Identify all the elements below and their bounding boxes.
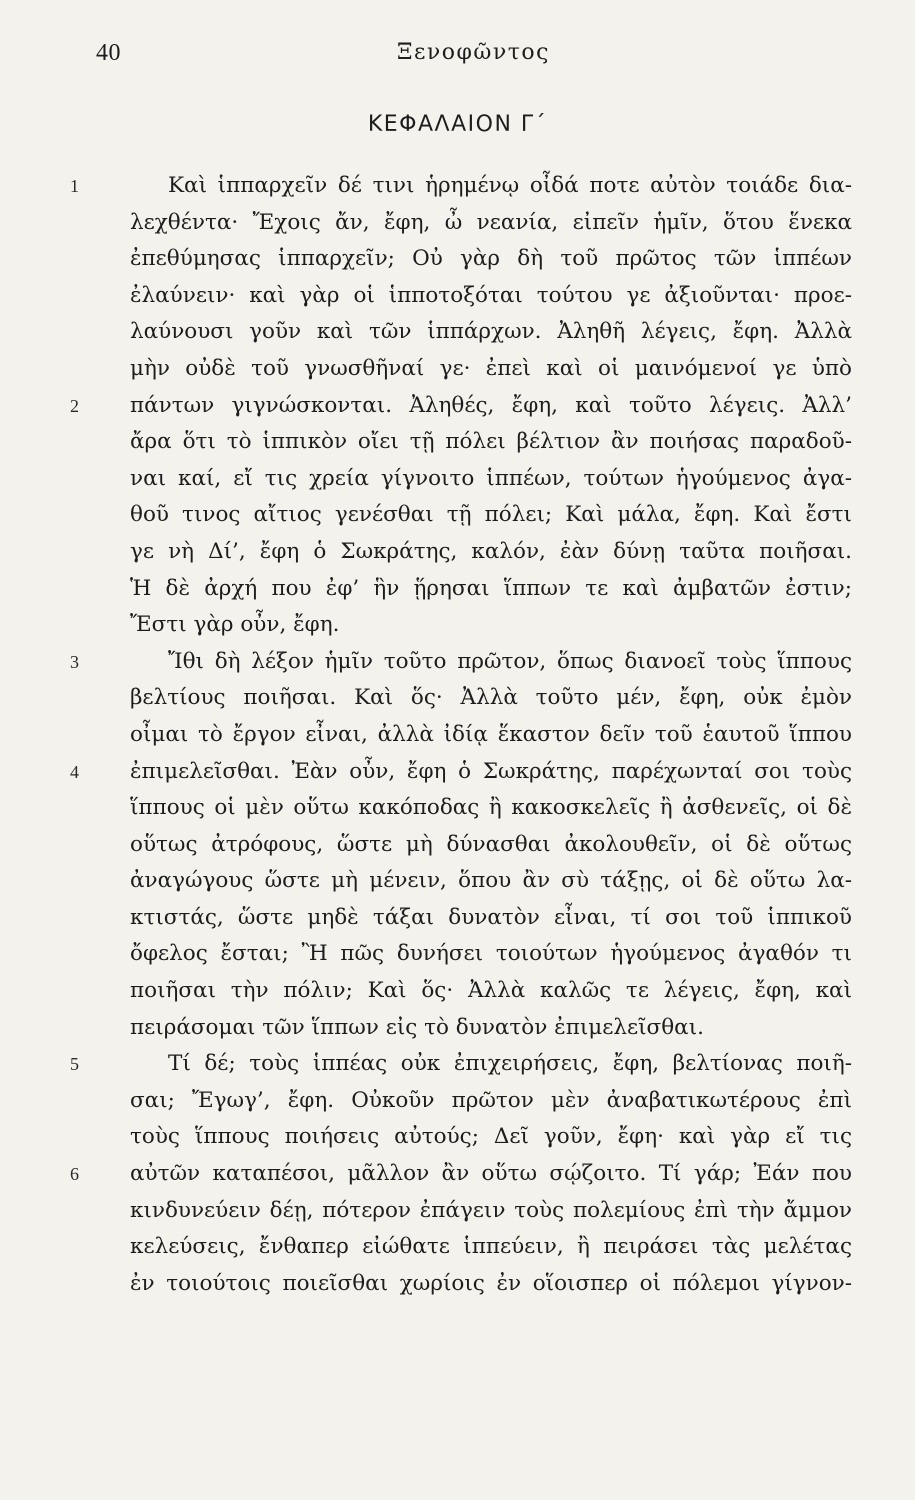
text-line [130,571,852,608]
text-line [130,790,852,827]
line-text: κτιστάς, ὥστε μηδὲ τάξαι δυνατὸν εἶναι, τί σοι τοῦ ἱππικοῦ [130,904,852,930]
line-text: Τί δέ; τοὺς ἱππέας οὐκ ἐπιχειρήσεις, ἔφη, βελτίονας ποιῆ- [168,1051,852,1077]
text-line [70,644,852,681]
line-text: ἄρα ὅτι τὸ ἱππικὸν οἴει τῇ πόλει βέλτιον ἂν ποιήσας παραδοῦ- [130,429,852,455]
text-line [130,973,852,1010]
text-line [70,754,852,791]
section-number: 5 [70,1054,79,1075]
text-line [130,1229,852,1266]
line-text: λαύνουσι γοῦν καὶ τῶν ἱππάρχων. Ἀληθῆ λέγεις, ἔφη. Ἀλλὰ [130,319,852,345]
line-text: αὐτῶν καταπέσοι, μᾶλλον ἂν οὕτω σῴζοιτο. Τί γάρ; Ἐάν που [130,1161,852,1187]
text-line [130,900,852,937]
text-line [70,168,852,205]
section-number: 4 [70,761,79,782]
text-line [130,1193,852,1230]
line-text: Ἡ δὲ ἀρχή που ἐφ’ ἣν ᾕρησαι ἵππων τε καὶ ἀμβατῶν ἐστιν; [130,575,852,601]
text-line [130,827,852,864]
line-text: οἶμαι τὸ ἔργον εἶναι, ἀλλὰ ἰδίᾳ ἕκαστον δεῖν τοῦ ἑαυτοῦ ἵππου [130,721,852,747]
body-text [70,168,852,1302]
text-line [130,1010,852,1047]
line-text: πειράσομαι τῶν ἵππων εἰς τὸ δυνατὸν ἐπιμελεῖσθαι. [130,1014,704,1040]
text-line [130,607,852,644]
text-line [130,497,852,534]
line-text: ποιῆσαι τὴν πόλιν; Καὶ ὅς· Ἀλλὰ καλῶς τε λέγεις, ἔφη, καὶ [130,978,852,1004]
page-header [96,40,851,80]
text-line [70,1156,852,1193]
text-line [130,205,852,242]
running-head: Ξενοφῶντος [397,40,550,65]
line-text: μὴν οὐδὲ τοῦ γνωσθῆναί γε· ἐπεὶ καὶ οἱ μαινόμενοί γε ὑπὸ [130,355,852,381]
text-line [130,278,852,315]
line-text: τοὺς ἵππους ποιήσεις αὐτούς; Δεῖ γοῦν, ἔφη· καὶ γὰρ εἴ τις [130,1124,852,1150]
text-line [130,351,852,388]
text-line [130,241,852,278]
line-text: Καὶ ἱππαρχεῖν δέ τινι ἡρημένῳ οἶδά ποτε αὐτὸν τοιάδε δια- [168,173,852,198]
text-line [130,314,852,351]
text-line [130,936,852,973]
section-number: 1 [70,176,79,196]
text-line [130,1119,852,1156]
line-text: θοῦ τινος αἴτιος γενέσθαι τῇ πόλει; Καὶ μάλα, ἔφη. Καὶ ἔστι [130,502,852,528]
text-line [130,424,852,461]
section-number: 3 [70,651,79,672]
line-text: ἀναγώγους ὥστε μὴ μένειν, ὅπου ἂν σὺ τάξῃς, οἱ δὲ οὕτω λα- [130,868,852,894]
text-line [130,1083,852,1120]
section-number: 2 [70,395,79,416]
line-text: ὄφελος ἔσται; Ἢ πῶς δυνήσει τοιούτων ἡγούμενος ἀγαθόν τι [130,941,852,967]
text-line [130,717,852,754]
line-text: κινδυνεύειν δέῃ, πότερον ἐπάγειν τοὺς πολεμίους ἐπὶ τὴν ἄμμον [130,1197,852,1223]
line-text: λεχθέντα· Ἔχοις ἄν, ἔφη, ὦ νεανία, εἰπεῖν ἡμῖν, ὅτου ἕνεκα [130,209,852,235]
page-number: 40 [96,40,121,66]
line-text: γε νὴ Δί’, ἔφη ὁ Σωκράτης, καλόν, ἐὰν δύνῃ ταῦτα ποιῆσαι. [130,538,852,564]
text-line [130,461,852,498]
text-line [130,680,852,717]
line-text: οὕτως ἀτρόφους, ὥστε μὴ δύνασθαι ἀκολουθεῖν, οἱ δὲ οὕτως [130,831,852,857]
chapter-heading: ΚΕΦΑΛΑΙΟΝ Γ΄ [367,112,548,137]
line-text: ἵππους οἱ μὲν οὕτω κακόποδας ἢ κακοσκελεῖς ἢ ἀσθενεῖς, οἱ δὲ [130,795,852,821]
line-text: ἐλαύνειν· καὶ γὰρ οἱ ἱπποτοξόται τούτου γε ἀξιοῦνται· προε- [130,282,852,308]
text-line [70,1046,852,1083]
line-text: ἐπιμελεῖσθαι. Ἐὰν οὖν, ἔφη ὁ Σωκράτης, παρέχωνταί σοι τοὺς [130,758,852,784]
line-text: ἐπεθύμησας ἱππαρχεῖν; Οὐ γὰρ δὴ τοῦ πρῶτος τῶν ἱππέων [130,246,852,272]
line-text: ναι καί, εἴ τις χρεία γίγνοιτο ἱππέων, τούτων ἡγούμενος ἀγα- [130,465,852,491]
line-text: Ἔστι γὰρ οὖν, ἔφη. [130,612,340,638]
text-line [130,1266,852,1303]
line-text: πάντων γιγνώσκονται. Ἀληθές, ἔφη, καὶ τοῦτο λέγεις. Ἀλλ’ [130,392,852,418]
text-line [70,388,852,425]
line-text: Ἴθι δὴ λέξον ἡμῖν τοῦτο πρῶτον, ὅπως διανοεῖ τοὺς ἵππους [168,648,852,674]
text-line [130,863,852,900]
line-text: βελτίους ποιῆσαι. Καὶ ὅς· Ἀλλὰ τοῦτο μέν, ἔφη, οὐκ ἐμὸν [130,685,852,711]
section-number: 6 [70,1164,79,1185]
line-text: κελεύσεις, ἔνθαπερ εἰώθατε ἱππεύειν, ἢ πειράσει τὰς μελέτας [130,1234,852,1260]
line-text: σαι; Ἔγωγ’, ἔφη. Οὐκοῦν πρῶτον μὲν ἀναβατικωτέρους ἐπὶ [130,1087,852,1113]
text-line [130,534,852,571]
line-text: ἐν τοιούτοις ποιεῖσθαι χωρίοις ἐν οἵοισπερ οἱ πόλεμοι γίγνον- [130,1270,852,1296]
